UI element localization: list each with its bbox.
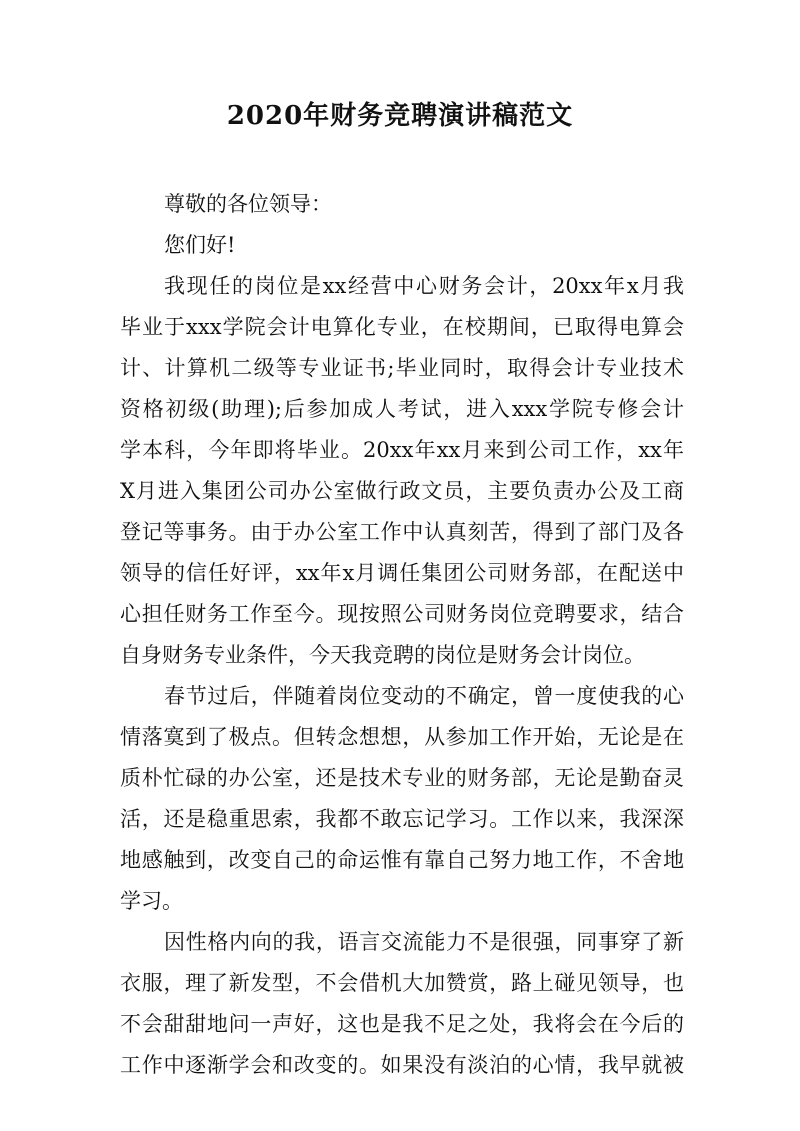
body-line: 地感触到，改变自己的命运惟有靠自己努力地工作，不舍地	[120, 848, 684, 872]
body-line: 学习。	[120, 889, 183, 913]
body-line: 领导的信任好评，xx年x月调任集团公司财务部，在配送中	[120, 561, 684, 585]
body-line: 春节过后，伴随着岗位变动的不确定，曾一度使我的心	[164, 684, 684, 708]
body-line: 因性格内向的我，语言交流能力不是很强，同事穿了新	[164, 930, 684, 954]
document-title: 2020年财务竞聘演讲稿范文	[226, 101, 574, 131]
body-line: 自身财务专业条件，今天我竞聘的岗位是财务会计岗位。	[120, 643, 645, 667]
body-line: 登记等事务。由于办公室工作中认真刻苦，得到了部门及各	[120, 520, 684, 544]
body-line: X月进入集团公司办公室做行政文员，主要负责办公及工商	[120, 479, 684, 503]
body-line: 计、计算机二级等专业证书;毕业同时，取得会计专业技术	[120, 356, 684, 380]
body-line: 衣服，理了新发型，不会借机大加赞赏，路上碰见领导，也	[120, 971, 684, 995]
body-line: 质朴忙碌的办公室，还是技术专业的财务部，无论是勤奋灵	[120, 766, 684, 790]
body-line: 毕业于xxx学院会计电算化专业，在校期间，已取得电算会	[120, 315, 684, 339]
document-body	[120, 184, 684, 1086]
body-line: 情落寞到了极点。但转念想想，从参加工作开始，无论是在	[120, 725, 684, 749]
body-line: 工作中逐渐学会和改变的。如果没有淡泊的心情，我早就被	[120, 1053, 684, 1077]
body-line: 资格初级(助理);后参加成人考试，进入xxx学院专修会计	[120, 397, 684, 421]
body-line: 活，还是稳重思索，我都不敢忘记学习。工作以来，我深深	[120, 807, 684, 831]
body-line: 心担任财务工作至今。现按照公司财务岗位竞聘要求，结合	[120, 602, 684, 626]
body-line: 我现任的岗位是xx经营中心财务会计，20xx年x月我	[164, 274, 684, 298]
body-line: 尊敬的各位领导：	[164, 192, 332, 216]
body-line: 您们好!	[164, 233, 236, 257]
body-line: 不会甜甜地问一声好，这也是我不足之处，我将会在今后的	[120, 1012, 684, 1036]
body-line: 学本科，今年即将毕业。20xx年xx月来到公司工作，xx年	[120, 438, 684, 462]
